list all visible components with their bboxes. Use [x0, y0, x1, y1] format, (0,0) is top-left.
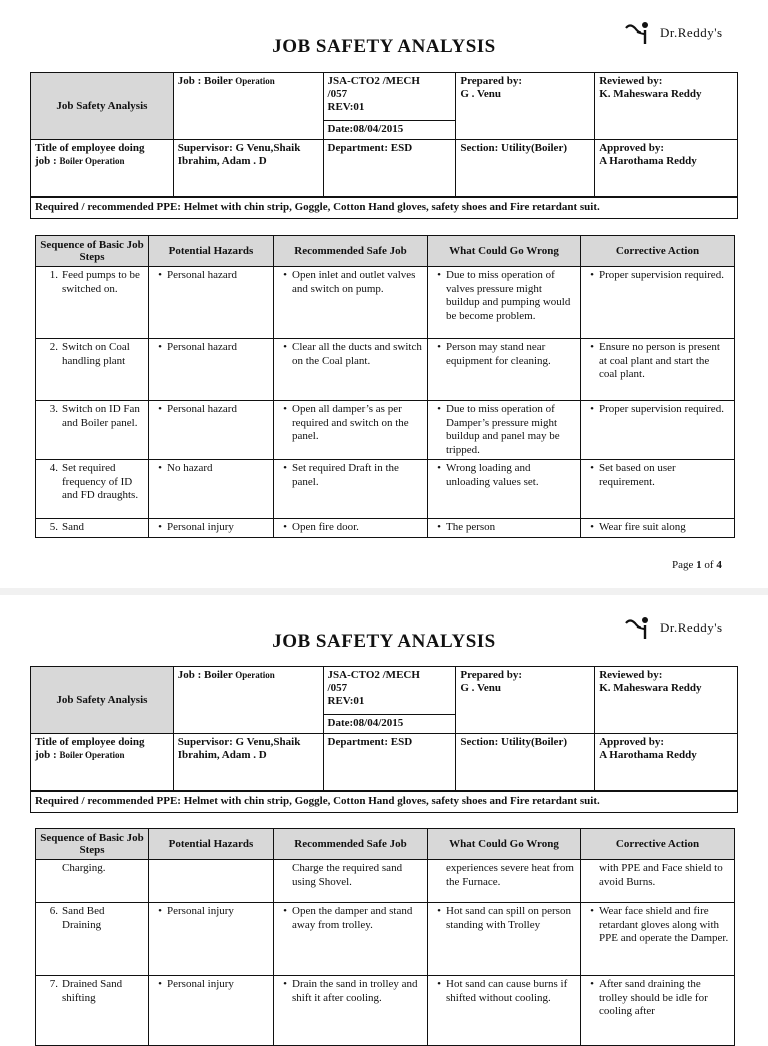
step-text: Drained Sand shifting	[62, 978, 123, 1004]
cell-text: Personal injury	[167, 978, 234, 990]
cell-text: Open fire door.	[292, 521, 359, 533]
bullet-icon: •	[590, 403, 594, 415]
bullet-icon: •	[437, 978, 441, 990]
prepared-by-cell: Prepared by: G . Venu	[456, 667, 595, 734]
safe-job-cell	[274, 460, 428, 519]
bullet-icon: •	[590, 269, 594, 281]
job-step-cell	[36, 519, 149, 538]
bullet-icon: •	[437, 341, 441, 353]
corrective-action-cell	[581, 976, 735, 1046]
job-step-cell	[36, 860, 149, 903]
date-cell: Date:08/04/2015	[323, 121, 456, 140]
cell-text: Ensure no person is present at coal plant and start the coal plant.	[599, 341, 720, 380]
corrective-action-cell	[581, 903, 735, 976]
cell-text: experiences severe heat from the Furnace.	[446, 862, 574, 888]
column-header: What Could Go Wrong	[428, 829, 581, 860]
cell-text: Proper supervision required.	[599, 269, 724, 281]
table-row	[36, 267, 735, 339]
table-row	[36, 903, 735, 976]
step-number: 3.	[49, 403, 58, 415]
section-cell: Section: Utility(Boiler)	[456, 734, 595, 791]
cell-text: The person	[446, 521, 496, 533]
bullet-icon: •	[283, 403, 287, 415]
bullet-icon: •	[437, 269, 441, 281]
doc-number-cell: JSA-CTO2 /MECH /057 REV:01	[323, 667, 456, 715]
logo-text: Dr.Reddy's	[660, 620, 723, 635]
job-cell: Job : Boiler Operation	[173, 667, 323, 734]
document-title: JOB SAFETY ANALYSIS	[272, 631, 496, 652]
corrective-action-cell	[581, 267, 735, 339]
table-row	[36, 339, 735, 401]
prepared-by-cell: Prepared by: G . Venu	[456, 73, 595, 140]
safe-job-cell	[274, 519, 428, 538]
safe-job-cell	[274, 976, 428, 1046]
step-text: Sand	[62, 521, 84, 533]
step-text: Charging.	[62, 862, 106, 874]
bullet-icon: •	[590, 462, 594, 474]
bullet-icon: •	[283, 341, 287, 353]
employee-title-cell: Title of employee doing job : Boiler Operation	[31, 734, 174, 791]
what-could-go-wrong-cell	[428, 519, 581, 538]
step-text: Switch on Coal handling plant	[62, 341, 130, 367]
approved-by-cell: Approved by: A Harothama Reddy	[595, 140, 738, 197]
bullet-icon: •	[283, 269, 287, 281]
cell-text: Drain the sand in trolley and shift it after cooling.	[292, 978, 418, 1004]
corrective-action-cell	[581, 339, 735, 401]
step-text: Sand Bed Draining	[62, 905, 105, 931]
bullet-icon: •	[437, 403, 441, 415]
bullet-icon: •	[283, 978, 287, 990]
cell-text: Charge the required sand using Shovel.	[292, 862, 403, 888]
cell-text: Clear all the ducts and switch on the Coal plant.	[292, 341, 422, 367]
hazard-cell	[149, 401, 274, 460]
bullet-icon: •	[283, 462, 287, 474]
step-text: Switch on ID Fan and Boiler panel.	[62, 403, 140, 429]
what-could-go-wrong-cell	[428, 460, 581, 519]
company-logo	[624, 615, 744, 641]
cell-text: Personal injury	[167, 905, 234, 917]
hazard-cell	[149, 339, 274, 401]
bullet-icon: •	[437, 462, 441, 474]
job-steps-table	[35, 235, 735, 538]
bullet-icon: •	[590, 521, 594, 533]
job-step-cell	[36, 903, 149, 976]
column-header: Corrective Action	[581, 236, 735, 267]
cell-text: Wrong loading and unloading values set.	[446, 462, 539, 488]
document-title: JOB SAFETY ANALYSIS	[272, 36, 496, 57]
employee-title-cell: Title of employee doing job : Boiler Operation	[31, 140, 174, 197]
what-could-go-wrong-cell	[428, 267, 581, 339]
step-number: 6.	[49, 905, 58, 917]
header-table	[30, 666, 738, 791]
ppe-requirement: Required / recommended PPE: Helmet with chin strip, Goggle, Cotton Hand gloves, safety shoes and Fire retardant suit.	[30, 197, 738, 219]
column-header: Potential Hazards	[149, 829, 274, 860]
cell-text: No hazard	[167, 462, 213, 474]
cell-text: Due to miss operation of Damper’s pressure might buildup and panel may be tripped.	[446, 403, 560, 456]
bullet-icon: •	[158, 521, 162, 533]
hazard-cell	[149, 903, 274, 976]
column-header: Recommended Safe Job	[274, 829, 428, 860]
cell-text: Wear fire suit along	[599, 521, 686, 533]
page-2	[0, 595, 768, 1024]
page-separator	[0, 588, 768, 595]
bullet-icon: •	[158, 978, 162, 990]
hazard-cell	[149, 976, 274, 1046]
bullet-icon: •	[590, 341, 594, 353]
cell-text: Personal hazard	[167, 341, 237, 353]
section-cell: Section: Utility(Boiler)	[456, 140, 595, 197]
ppe-requirement: Required / recommended PPE: Helmet with chin strip, Goggle, Cotton Hand gloves, safety shoes and Fire retardant suit.	[30, 791, 738, 813]
column-header: Recommended Safe Job	[274, 236, 428, 267]
table-header-row	[36, 236, 735, 267]
column-header: Sequence of Basic Job Steps	[36, 829, 149, 860]
job-steps-table	[35, 828, 735, 1046]
job-step-cell	[36, 460, 149, 519]
column-header: Sequence of Basic Job Steps	[36, 236, 149, 267]
jsa-label-cell: Job Safety Analysis	[31, 73, 174, 140]
cell-text: Personal hazard	[167, 269, 237, 281]
step-text: Feed pumps to be switched on.	[62, 269, 140, 295]
job-step-cell	[36, 267, 149, 339]
column-header: Corrective Action	[581, 829, 735, 860]
bullet-icon: •	[283, 521, 287, 533]
safe-job-cell	[274, 339, 428, 401]
corrective-action-cell	[581, 460, 735, 519]
bullet-icon: •	[158, 462, 162, 474]
step-text: Set required frequency of ID and FD draughts.	[62, 462, 139, 501]
step-number: 1.	[49, 269, 58, 281]
job-step-cell	[36, 976, 149, 1046]
table-header-row	[36, 829, 735, 860]
table-row	[36, 460, 735, 519]
table-row	[36, 976, 735, 1046]
date-cell: Date:08/04/2015	[323, 715, 456, 734]
bullet-icon: •	[158, 403, 162, 415]
department-cell: Department: ESD	[323, 140, 456, 197]
step-number: 4.	[49, 462, 58, 474]
hazard-cell	[149, 267, 274, 339]
job-step-cell	[36, 401, 149, 460]
safe-job-cell	[274, 401, 428, 460]
department-cell: Department: ESD	[323, 734, 456, 791]
step-number: 5.	[49, 521, 58, 533]
cell-text: Hot sand can cause burns if shifted without cooling.	[446, 978, 568, 1004]
cell-text: After sand draining the trolley should be idle for cooling after	[599, 978, 708, 1017]
cell-text: Open all damper’s as per required and switch on the panel.	[292, 403, 409, 442]
corrective-action-cell	[581, 519, 735, 538]
cell-text: Personal hazard	[167, 403, 237, 415]
bullet-icon: •	[283, 905, 287, 917]
table-row	[36, 519, 735, 538]
what-could-go-wrong-cell	[428, 903, 581, 976]
cell-text: Set based on user requirement.	[599, 462, 676, 488]
bullet-icon: •	[437, 521, 441, 533]
corrective-action-cell	[581, 401, 735, 460]
bullet-icon: •	[158, 269, 162, 281]
job-step-cell	[36, 339, 149, 401]
table-row	[36, 860, 735, 903]
bullet-icon: •	[590, 978, 594, 990]
company-logo	[624, 20, 744, 46]
header-table	[30, 72, 738, 197]
what-could-go-wrong-cell	[428, 976, 581, 1046]
cell-text: Personal injury	[167, 521, 234, 533]
step-number	[40, 862, 58, 876]
logo-mark-icon	[624, 20, 658, 46]
safe-job-cell	[274, 267, 428, 339]
bullet-icon: •	[590, 905, 594, 917]
what-could-go-wrong-cell	[428, 339, 581, 401]
what-could-go-wrong-cell	[428, 401, 581, 460]
safe-job-cell	[274, 860, 428, 903]
job-cell: Job : Boiler Operation	[173, 73, 323, 140]
cell-text: Wear face shield and fire retardant gloves along with PPE and operate the Damper.	[599, 905, 729, 944]
logo-mark-icon	[624, 615, 658, 641]
cell-text: Due to miss operation of valves pressure might buildup and pumping would be become problem.	[446, 269, 571, 322]
reviewed-by-cell: Reviewed by: K. Maheswara Reddy	[595, 667, 738, 734]
page-number: Page 1 of 4	[672, 559, 722, 571]
hazard-cell	[149, 460, 274, 519]
bullet-icon: •	[158, 341, 162, 353]
cell-text: with PPE and Face shield to avoid Burns.	[599, 862, 723, 888]
reviewed-by-cell: Reviewed by: K. Maheswara Reddy	[595, 73, 738, 140]
step-number: 2.	[49, 341, 58, 353]
table-row	[36, 401, 735, 460]
approved-by-cell: Approved by: A Harothama Reddy	[595, 734, 738, 791]
cell-text: Set required Draft in the panel.	[292, 462, 399, 488]
safe-job-cell	[274, 903, 428, 976]
column-header: Potential Hazards	[149, 236, 274, 267]
cell-text: Person may stand near equipment for cleaning.	[446, 341, 551, 367]
hazard-cell	[149, 519, 274, 538]
corrective-action-cell	[581, 860, 735, 903]
what-could-go-wrong-cell	[428, 860, 581, 903]
logo-text: Dr.Reddy's	[660, 25, 723, 40]
bullet-icon: •	[437, 905, 441, 917]
doc-number-cell: JSA-CTO2 /MECH /057 REV:01	[323, 73, 456, 121]
jsa-label-cell: Job Safety Analysis	[31, 667, 174, 734]
cell-text: Proper supervision required.	[599, 403, 724, 415]
supervisor-cell: Supervisor: G Venu,Shaik Ibrahim, Adam . D	[173, 734, 323, 791]
cell-text: Open the damper and stand away from trolley.	[292, 905, 413, 931]
step-number: 7.	[49, 978, 58, 990]
supervisor-cell: Supervisor: G Venu,Shaik Ibrahim, Adam . D	[173, 140, 323, 197]
bullet-icon: •	[158, 905, 162, 917]
cell-text: Open inlet and outlet valves and switch on pump.	[292, 269, 416, 295]
hazard-cell	[149, 860, 274, 903]
column-header: What Could Go Wrong	[428, 236, 581, 267]
cell-text: Hot sand can spill on person standing with Trolley	[446, 905, 571, 931]
